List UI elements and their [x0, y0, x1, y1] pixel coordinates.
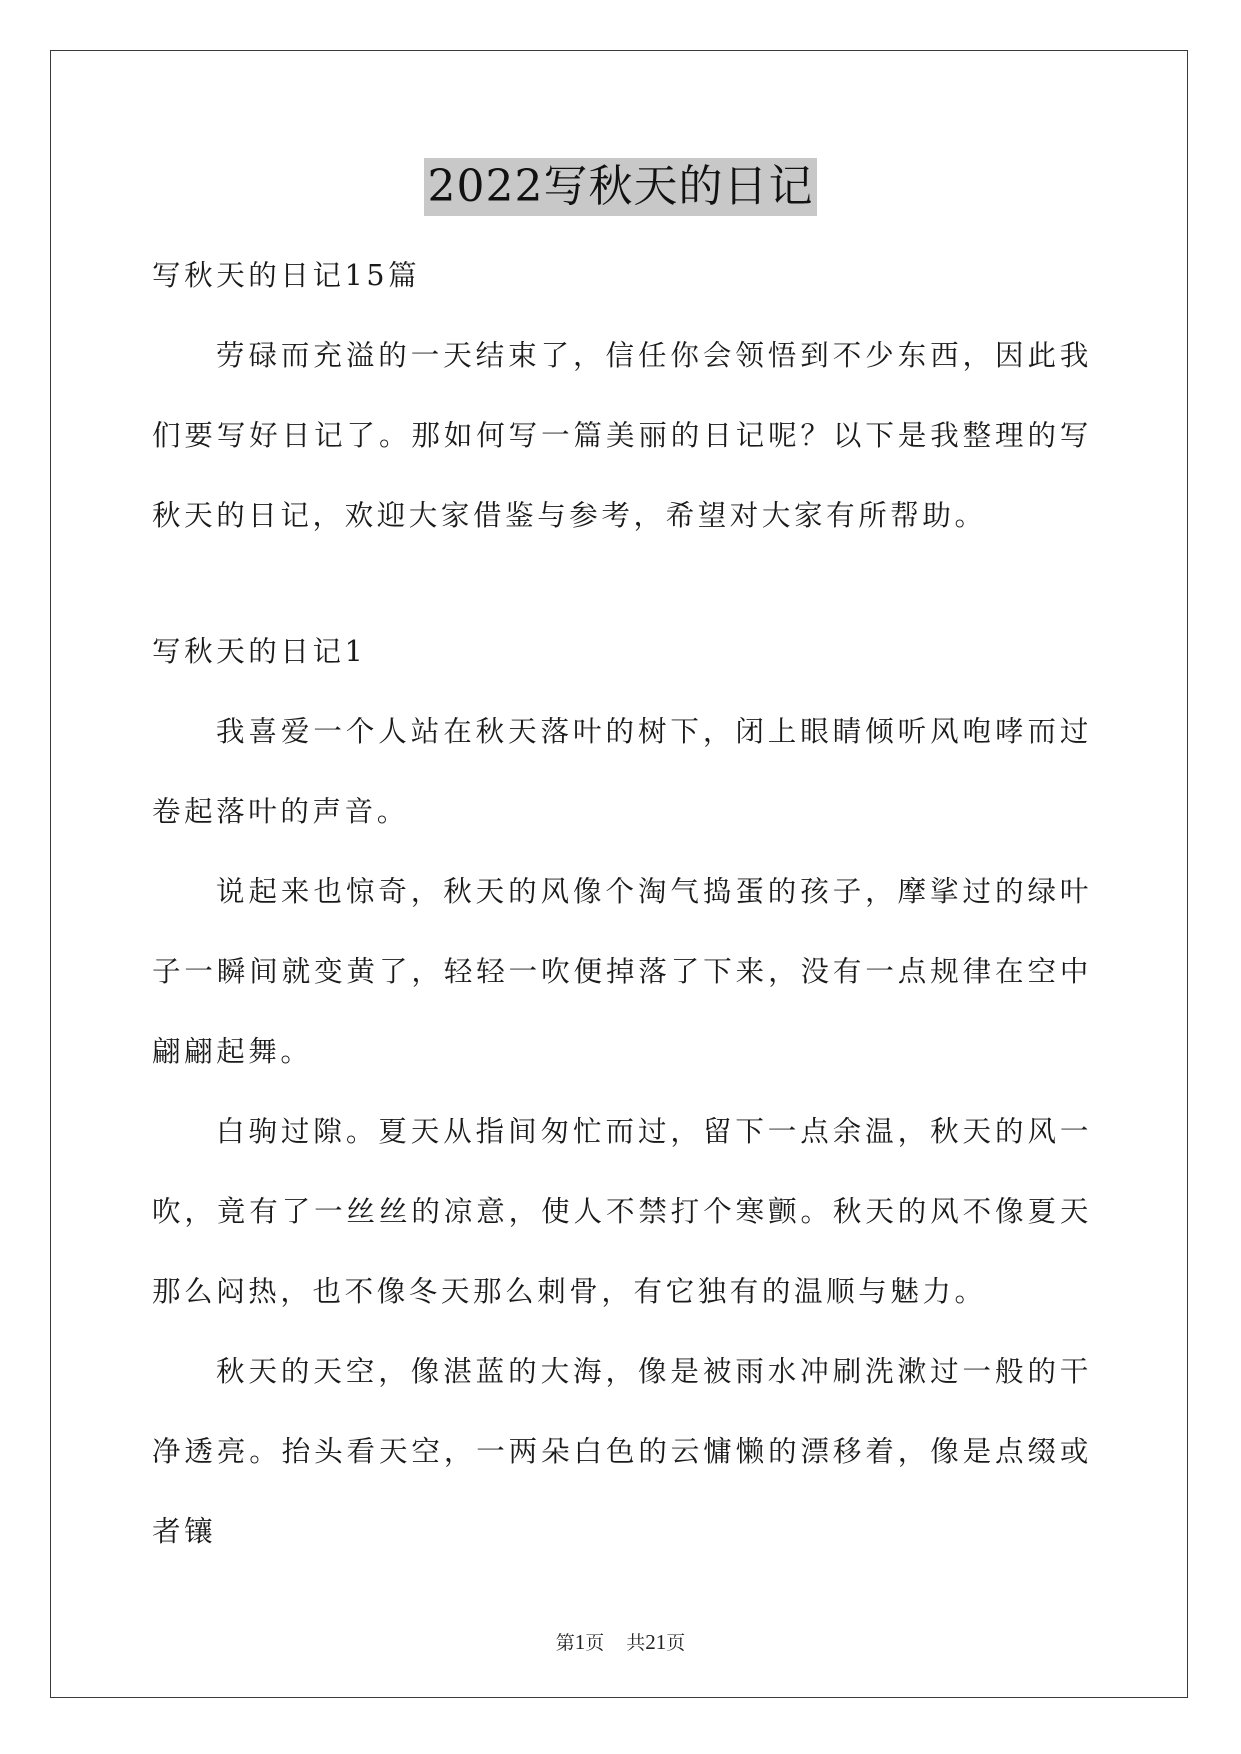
- page-prefix: 第: [555, 1632, 575, 1654]
- intro-paragraph: 劳碌而充溢的一天结束了，信任你会领悟到不少东西，因此我们要写好日记了。那如何写一篇美丽的日记呢？以下是我整理的写秋天的日记，欢迎大家借鉴与参考，希望对大家有所帮助。: [152, 339, 1092, 532]
- body-paragraph: 说起来也惊奇，秋天的风像个淘气捣蛋的孩子，摩挲过的绿叶子一瞬间就变黄了，轻轻一吹便掉落了下来，没有一点规律在空中翩翩起舞。: [152, 875, 1092, 1068]
- document-title: 2022写秋天的日记: [424, 158, 818, 216]
- total-prefix: 共: [626, 1632, 646, 1654]
- page-footer: [0, 1628, 1241, 1655]
- subtitle-heading: 写秋天的日记15篇: [152, 259, 421, 292]
- document-body: [152, 236, 1092, 1572]
- body-paragraph: 我喜爱一个人站在秋天落叶的树下，闭上眼睛倾听风咆哮而过卷起落叶的声音。: [152, 715, 1092, 828]
- page-total: 21: [645, 1630, 667, 1654]
- total-suffix: 页: [666, 1632, 686, 1654]
- body-paragraph: 白驹过隙。夏天从指间匆忙而过，留下一点余温，秋天的风一吹，竟有了一丝丝的凉意，使人不禁打个寒颤。秋天的风不像夏天那么闷热，也不像冬天那么刺骨，有它独有的温顺与魅力。: [152, 1115, 1092, 1308]
- section-spacer: [152, 556, 1092, 612]
- title-container: [0, 158, 1241, 216]
- page-suffix: 页: [585, 1632, 605, 1654]
- body-paragraph: 秋天的天空，像湛蓝的大海，像是被雨水冲刷洗漱过一般的干净透亮。抬头看天空，一两朵白色的云慵懒的漂移着，像是点缀或者镶: [152, 1355, 1092, 1548]
- page-current: 1: [574, 1630, 586, 1654]
- section-heading: 写秋天的日记1: [152, 635, 367, 668]
